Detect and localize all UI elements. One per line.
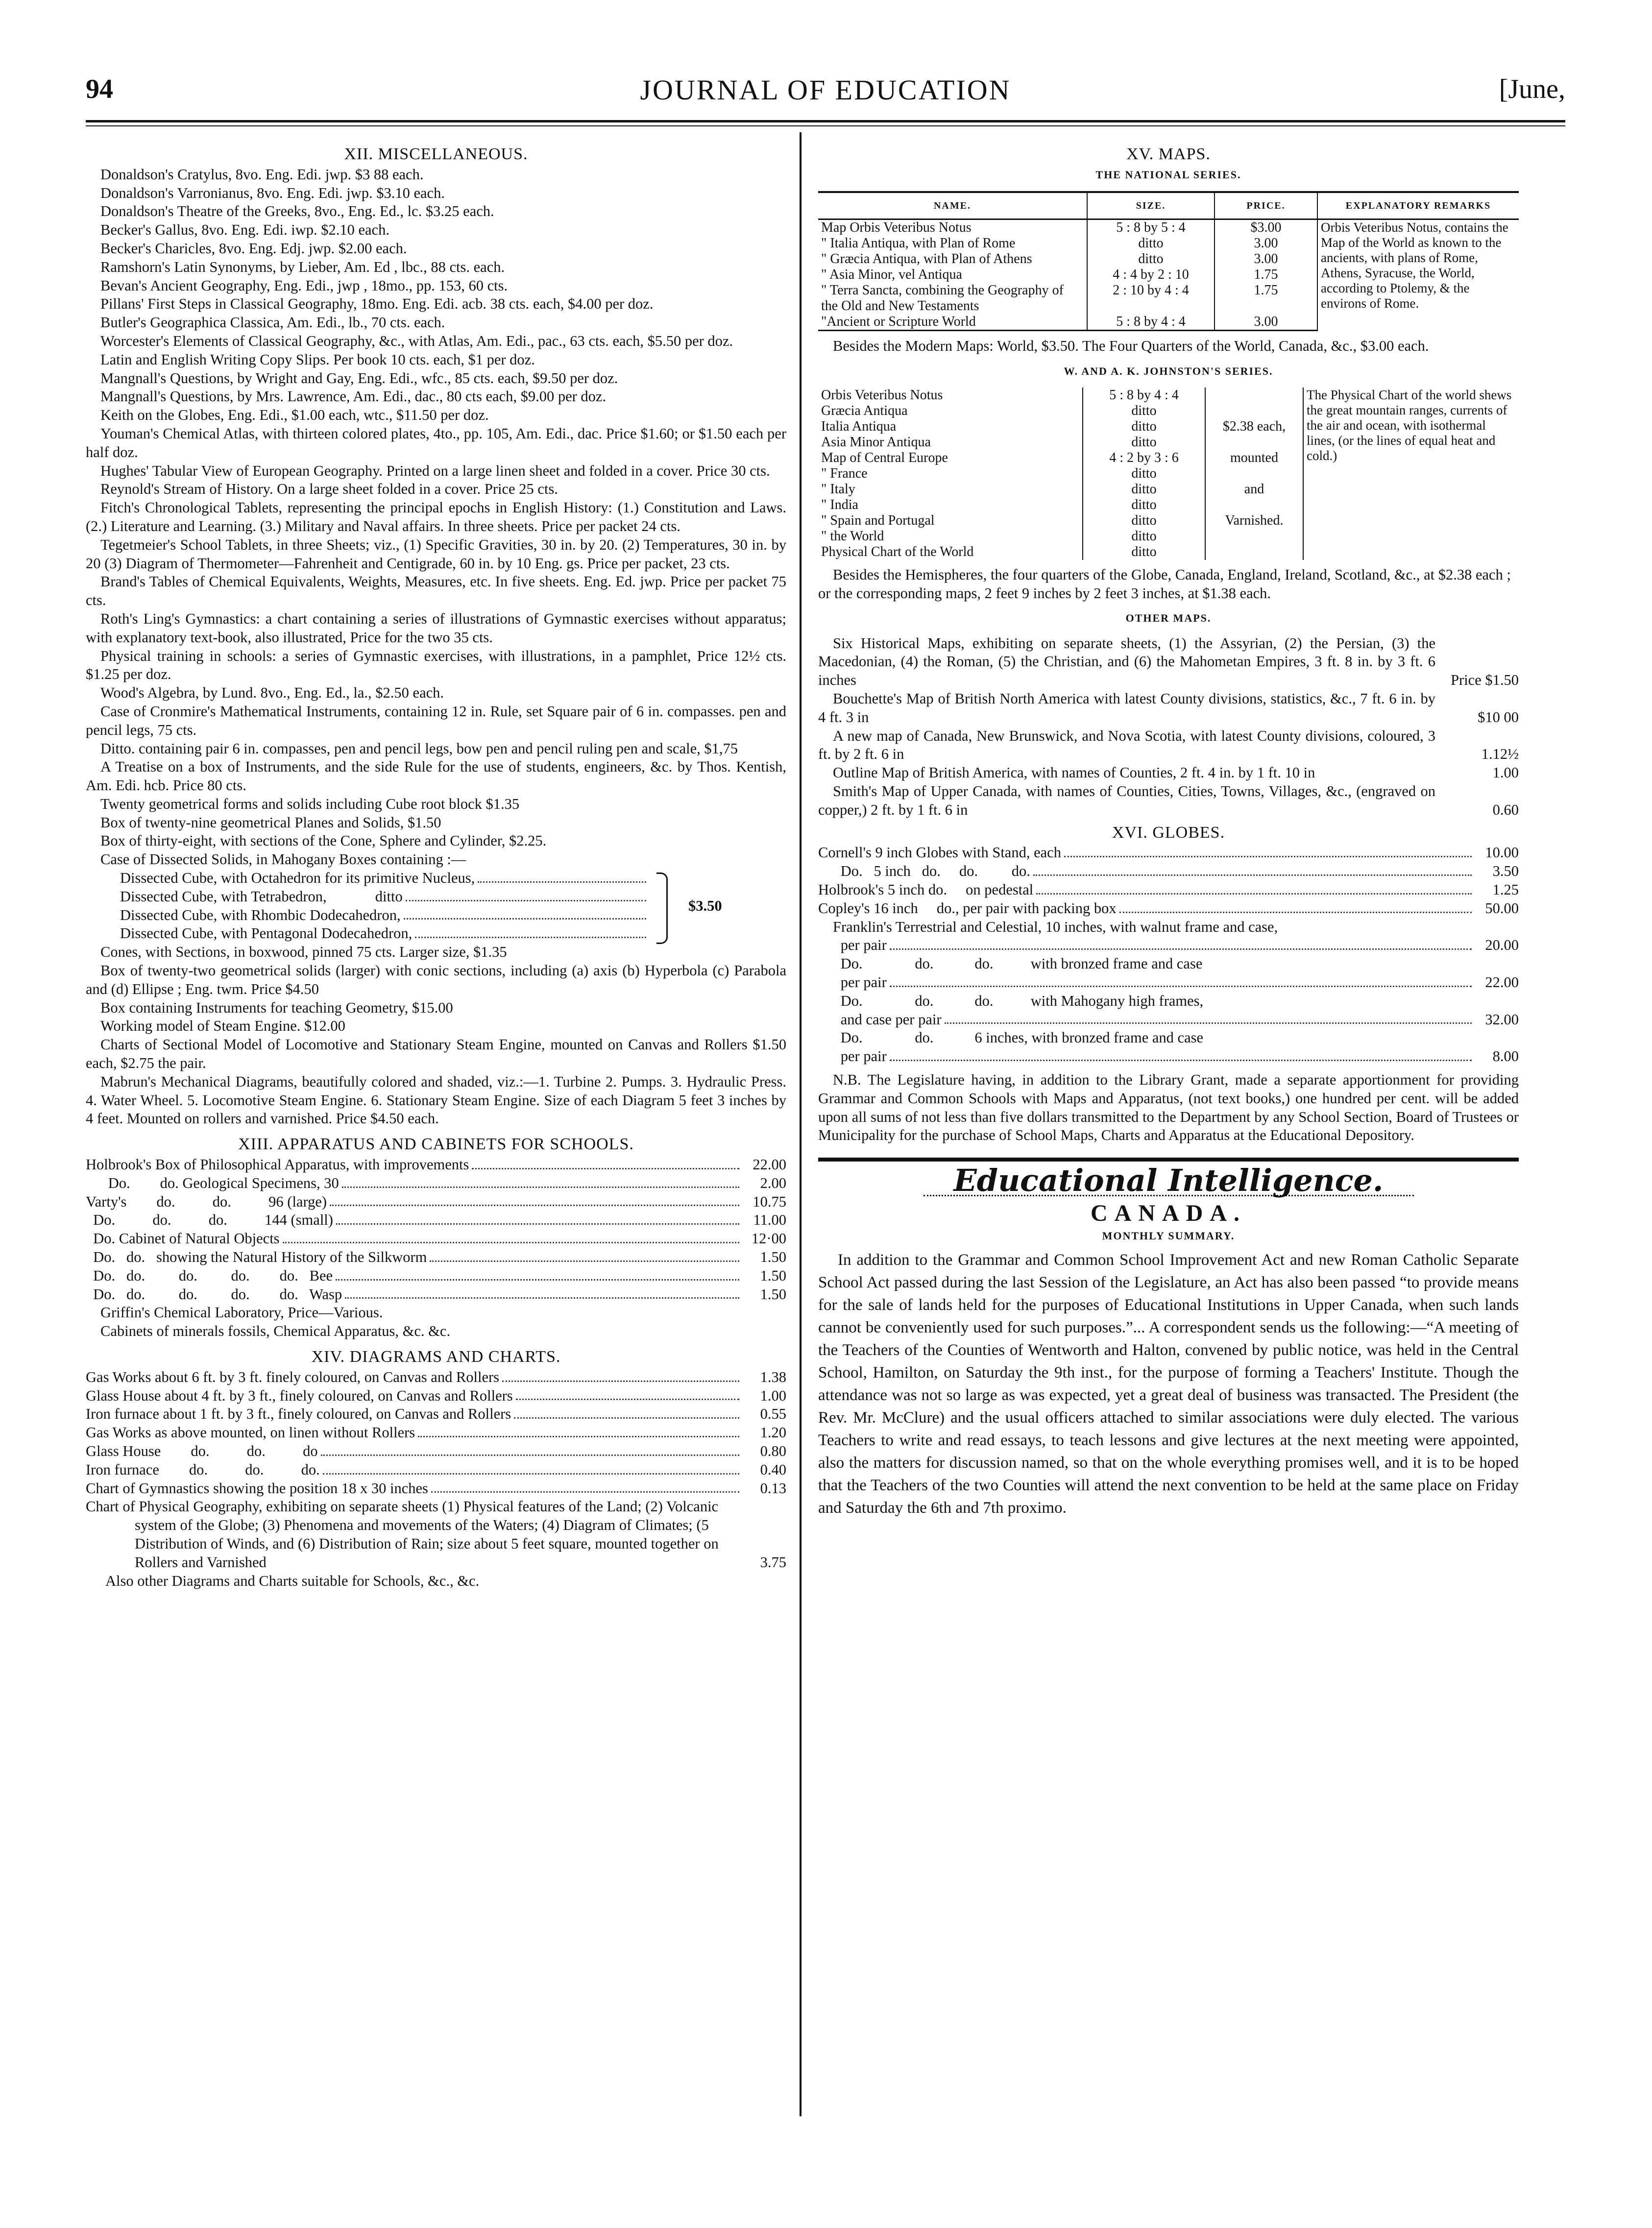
dissected-item xyxy=(120,888,649,906)
misc-entry: Becker's Charicles, 8vo. Eng. Edj. jwp. $2.00 each. xyxy=(100,240,407,257)
misc-entry: Box of twenty-nine geometrical Planes and Solids, $1.50 xyxy=(100,814,441,831)
map-size: 4 : 2 by 3 : 6 xyxy=(1083,450,1205,466)
misc-entry: Bevan's Ancient Geography, Eng. Edi., jwp , 18mo., pp. 153, 60 cts. xyxy=(100,277,508,294)
bracket-icon xyxy=(656,872,668,944)
col-name: NAME. xyxy=(818,192,1087,219)
diagram-row-text: Iron furnace do. do. do. xyxy=(86,1461,320,1478)
map-price xyxy=(1205,466,1303,482)
globes-section-title: XVI. GLOBES. xyxy=(1112,823,1225,842)
apparatus-row-text: Varty's do. do. 96 (large) xyxy=(86,1193,327,1210)
dissected-price: $3.50 xyxy=(688,897,722,915)
map-name: " Italy xyxy=(821,482,855,497)
misc-entry: Mangnall's Questions, by Mrs. Lawrence, Am. Edi., dac., 80 cts each, $9.00 per doz. xyxy=(100,388,607,405)
map-remarks: The Physical Chart of the world shews the great mountain ranges, currents of the air and ocean, with isothermal lines, (or the lines of equal heat and cold.) xyxy=(1303,387,1519,560)
diagram-row-text: Gas Works as above mounted, on linen without Rollers xyxy=(86,1424,415,1441)
franklin-row-price: 32.00 xyxy=(1485,1011,1519,1028)
map-price xyxy=(1205,435,1303,450)
leader-dots xyxy=(321,1442,739,1456)
map-price: Varnished. xyxy=(1205,513,1303,529)
misc-entry: Physical training in schools: a series of Gymnastic exercises, with illustrations, in a pamphlet, Price 12½ cts. $1.25 per doz. xyxy=(86,647,786,683)
leader-dots xyxy=(406,888,646,901)
map-size: ditto xyxy=(1083,419,1205,435)
franklin-row-text: Do. do. do. with bronzed frame and case xyxy=(818,955,1203,972)
globe-row-text: Do. 5 inch do. do. do. xyxy=(818,863,1030,880)
misc-entry: Mabrun's Mechanical Diagrams, beautifully colored and shaded, viz.:—1. Turbine 2. Pumps. 3. Hydraulic Press. 4. Water Wheel. 5. Locomotive Steam Engine. 6. Stationary Steam Engine. Size of each Diagram 5 feet 3 inches by 4 feet. Mounted on rollers and varnished. Price $4.50 each. xyxy=(86,1073,786,1127)
apparatus-row xyxy=(86,1267,786,1285)
globe-row-price: 10.00 xyxy=(1485,844,1519,861)
misc-entry: Ditto. containing pair 6 in. compasses, pen and pencil legs, bow pen and pencil ruling pen and scale, $1,75 xyxy=(100,740,738,757)
map-price: 1.75 xyxy=(1215,267,1317,283)
other-map-entry xyxy=(818,764,1519,782)
modern-maps: Besides the Modern Maps: World, $3.50. The Four Quarters of the World, Canada, &c., $3.00 each. xyxy=(833,337,1429,354)
header-rule-thin xyxy=(86,125,1565,126)
apparatus-row xyxy=(86,1174,786,1193)
other-map-text: Bouchette's Map of British North America with latest County divisions, statistics, &c., 7 ft. 6 in. by 4 ft. 3 in xyxy=(818,690,1435,726)
globe-row-text: Cornell's 9 inch Globes with Stand, each xyxy=(818,844,1061,861)
misc-entry: Donaldson's Cratylus, 8vo. Eng. Edi. jwp. $3 88 each. xyxy=(100,166,424,183)
apparatus-row-price: 12·00 xyxy=(751,1230,786,1247)
map-name: Italia Antiqua xyxy=(821,419,897,435)
map-price: mounted xyxy=(1205,450,1303,466)
other-map-text: Six Historical Maps, exhibiting on separate sheets, (1) the Assyrian, (2) the Persian, (3) the Macedonian, (4) the Roman, (5) the Christian, and (6) the Mahometan Empires, 3 ft. 8 in. by 3 ft. 6 inches xyxy=(818,634,1435,689)
apparatus-row-price: 10.75 xyxy=(753,1193,786,1210)
apparatus-row-price: 1.50 xyxy=(760,1249,786,1266)
franklin-row-price: 22.00 xyxy=(1485,973,1519,991)
diagram-row-text: Gas Works about 6 ft. by 3 ft. finely coloured, on Canvas and Rollers xyxy=(86,1368,500,1385)
globe-row-text: Holbrook's 5 inch do. on pedestal xyxy=(818,881,1034,898)
map-name: "Ancient or Scripture World xyxy=(818,314,1087,331)
misc-entry: Case of Cronmire's Mathematical Instruments, containing 12 in. Rule, set Square pair of 6 in. compasses. pen and pencil legs, 75 cts. xyxy=(86,702,786,738)
map-price: $2.38 each, xyxy=(1205,419,1303,435)
map-price xyxy=(1205,497,1303,513)
diagram-row xyxy=(86,1387,786,1405)
diagram-row-price: 1.38 xyxy=(760,1368,786,1385)
diagram-row xyxy=(86,1368,786,1387)
other-map-entry xyxy=(818,782,1519,820)
leader-dots xyxy=(1206,992,1472,1006)
diagram-row-price: 0.13 xyxy=(760,1479,786,1497)
leader-dots xyxy=(1205,955,1472,969)
globe-row-price: 1.25 xyxy=(1492,881,1519,898)
intel-body xyxy=(818,1249,1519,1519)
map-name: " Græcia Antiqua, with Plan of Athens xyxy=(821,251,1032,266)
misc-entry: A Treatise on a box of Instruments, and the side Rule for the use of students, engineers, &c. by Thos. Kentish, Am. Edi. hcb. Price 80 cts. xyxy=(86,758,786,794)
franklin-row xyxy=(818,955,1519,973)
left-column xyxy=(86,142,786,1590)
johnston-table xyxy=(818,387,1519,560)
apparatus-row-price: 2.00 xyxy=(760,1174,786,1191)
other-map-price: 1.12½ xyxy=(1481,746,1519,763)
maps-section-title: XV. MAPS. xyxy=(1126,145,1211,163)
diagram-row-text: Glass House about 4 ft. by 3 ft., finely coloured, on Canvas and Rollers xyxy=(86,1387,513,1404)
map-name: Græcia Antiqua xyxy=(821,403,908,419)
diagram-row-price: 0.55 xyxy=(760,1405,786,1423)
franklin-row-text: per pair xyxy=(818,1048,887,1065)
map-name: Asia Minor Antiqua xyxy=(821,435,931,450)
column-divider xyxy=(800,132,802,2116)
map-name: " India xyxy=(821,497,858,513)
dissected-item xyxy=(120,906,649,925)
leader-dots xyxy=(1064,844,1472,857)
misc-entry: Ramshorn's Latin Synonyms, by Lieber, Am. Ed , lbc., 88 cts. each. xyxy=(100,258,505,275)
diagram-row xyxy=(86,1442,786,1461)
leader-dots xyxy=(345,1285,739,1299)
apparatus-section-title: XIII. APPARATUS AND CABINETS FOR SCHOOLS. xyxy=(238,1135,634,1154)
leader-dots xyxy=(404,906,646,920)
col-size: SIZE. xyxy=(1087,192,1215,219)
national-maps-table xyxy=(818,191,1519,331)
leader-dots xyxy=(415,924,646,938)
diagrams-list xyxy=(86,1368,786,1498)
apparatus-note: Griffin's Chemical Laboratory, Price—Various. xyxy=(100,1304,383,1321)
leader-dots xyxy=(1036,881,1472,895)
apparatus-row-price: 11.00 xyxy=(753,1211,786,1229)
dissected-head: Case of Dissected Solids, in Mahogany Boxes containing :— xyxy=(100,851,466,868)
hemispheres: Besides the Hemispheres, the four quarters of the Globe, Canada, England, Ireland, Scotland, &c., at $2.38 each ; or the corresponding maps, 2 feet 9 inches by 2 feet 3 inches, at $1.38 each. xyxy=(818,566,1511,602)
apparatus-row-text: Do. do. Geological Specimens, 30 xyxy=(86,1174,339,1191)
journal-title: JOURNAL OF EDUCATION xyxy=(640,74,1011,106)
globe-row xyxy=(818,899,1519,918)
misc-entry: Wood's Algebra, by Lund. 8vo., Eng. Ed., la., $2.50 each. xyxy=(100,684,444,702)
map-size: 2 : 10 by 4 : 4 xyxy=(1087,283,1215,314)
franklin-row-text: Do. do. do. with Mahogany high frames, xyxy=(818,992,1204,1009)
globe-row-text: Copley's 16 inch do., per pair with packing box xyxy=(818,899,1117,917)
misc-entry: Worcester's Elements of Classical Geography, &c., with Atlas, Am. Edi., pac., 63 cts. each, $5.50 per doz. xyxy=(100,332,733,349)
diagram-row xyxy=(86,1479,786,1498)
dissected-solids xyxy=(86,850,786,943)
leader-dots xyxy=(514,1405,739,1419)
page-number: 94 xyxy=(86,74,113,104)
apparatus-row xyxy=(86,1193,786,1211)
misc-entry: Fitch's Chronological Tablets, representing the principal epochs in English History: (1.) Constitution and Laws. (2.) Literature and Learning. (3.) Military and Naval affairs. In three sheets. Price per packet 24 cts. xyxy=(86,499,786,534)
franklin-row-text: Do. do. 6 inches, with bronzed frame and case xyxy=(818,1029,1204,1046)
national-series-title: THE NATIONAL SERIES. xyxy=(1095,168,1241,181)
apparatus-tail xyxy=(86,1304,786,1341)
leader-dots xyxy=(945,1011,1472,1024)
misc-entry: Reynold's Stream of History. On a large sheet folded in a cover. Price 25 cts. xyxy=(100,481,558,498)
franklin-row xyxy=(818,992,1519,1011)
apparatus-note: Cabinets of minerals fossils, Chemical Apparatus, &c. &c. xyxy=(100,1323,451,1340)
franklin-row-price: 8.00 xyxy=(1492,1048,1519,1065)
map-price: 3.00 xyxy=(1215,236,1317,251)
map-price: 3.00 xyxy=(1215,314,1317,331)
globe-row-price: 3.50 xyxy=(1492,863,1519,880)
misc-entry: Twenty geometrical forms and solids including Cube root block $1.35 xyxy=(100,795,520,812)
franklin-row-price xyxy=(1475,992,1519,1011)
misc-entry: Working model of Steam Engine. $12.00 xyxy=(100,1017,345,1035)
diagrams-section-title: XIV. DIAGRAMS AND CHARTS. xyxy=(311,1348,561,1366)
other-map-price: 1.00 xyxy=(1492,764,1519,781)
leader-dots xyxy=(502,1368,739,1382)
diagram-row-price: 1.20 xyxy=(760,1424,786,1441)
leader-dots xyxy=(1033,862,1472,876)
right-column xyxy=(818,142,1519,1519)
misc-entry: Hughes' Tabular View of European Geography. Printed on a large linen sheet and folded in a cover. Price 30 cts. xyxy=(100,462,770,479)
dissected-item-text: Dissected Cube, with Pentagonal Dodecahedron, xyxy=(120,925,413,942)
other-map-price: $10 00 xyxy=(1478,708,1519,726)
map-remarks: Orbis Veteribus Notus, contains the Map of the World as known to the ancients, with plans of Rome, Athens, Syracuse, the World, according to Ptolemy, & the environs of Rome. xyxy=(1317,219,1519,330)
header-rule xyxy=(86,120,1565,122)
map-size: ditto xyxy=(1083,482,1205,497)
franklin-row xyxy=(818,1011,1519,1029)
monthly-summary: MONTHLY SUMMARY. xyxy=(1102,1229,1235,1242)
map-size: 5 : 8 by 4 : 4 xyxy=(1087,314,1215,331)
leader-dots xyxy=(1119,899,1472,913)
issue-month: [June, xyxy=(1499,74,1565,104)
misc-entry: Pillans' First Steps in Classical Geography, 18mo. Eng. Edi. acb. 38 cts. each, $4.00 per doz. xyxy=(100,295,654,313)
leader-dots xyxy=(330,1193,739,1207)
map-size: ditto xyxy=(1083,529,1205,544)
other-map-entry xyxy=(818,634,1519,690)
map-name: Map Orbis Veteribus Notus xyxy=(821,219,972,235)
map-size: ditto xyxy=(1083,513,1205,529)
franklin-row xyxy=(818,1047,1519,1066)
map-size: ditto xyxy=(1083,466,1205,482)
apparatus-row xyxy=(86,1211,786,1230)
misc-list xyxy=(86,166,786,850)
map-size: ditto xyxy=(1087,236,1215,251)
franklin-row-price xyxy=(1475,955,1519,973)
other-map-entry xyxy=(818,727,1519,764)
apparatus-row-price: 1.50 xyxy=(760,1285,786,1303)
dissected-items xyxy=(86,869,649,943)
map-name: " France xyxy=(821,466,868,482)
leader-dots xyxy=(890,973,1472,987)
diagram-row xyxy=(86,1405,786,1424)
misc-section-title: XII. MISCELLANEOUS. xyxy=(344,145,528,163)
physical-geography-text: Chart of Physical Geography, exhibiting on separate sheets (1) Physical features of the Land; (2) Volcanic system of the Globe; (3) Phenomena and movements of the Waters; (4) Diagram of Climates; (5 Distribution of Winds, and (6) Distribution of Rain; size about 5 feet square, mounted together on Rollers and Varnished xyxy=(86,1498,719,1571)
map-name: Orbis Veteribus Notus xyxy=(821,387,943,403)
map-size: 4 : 4 by 2 : 10 xyxy=(1087,267,1215,283)
misc-entry: Mangnall's Questions, by Wright and Gay, Eng. Edi., wfc., 85 cts. each, $9.50 per doz. xyxy=(100,369,618,387)
misc-entry: Cones, with Sections, in boxwood, pinned 75 cts. Larger size, $1.35 xyxy=(100,944,507,961)
apparatus-row xyxy=(86,1230,786,1248)
franklin-row xyxy=(818,973,1519,992)
map-name: " Spain and Portugal xyxy=(821,513,935,529)
educational-intelligence-title: Educational Intelligence. xyxy=(953,1162,1384,1199)
franklin-row-text: per pair xyxy=(818,937,887,954)
apparatus-row-price: 1.50 xyxy=(760,1267,786,1284)
map-size: ditto xyxy=(1083,403,1205,419)
misc-entry: Brand's Tables of Chemical Equivalents, Weights, Measures, etc. In five sheets. Eng. Ed. jwp. Price per packet 75 cts. xyxy=(86,573,786,609)
diagrams-tail: Also other Diagrams and Charts suitable for Schools, &c., &c. xyxy=(105,1572,480,1589)
franklin-row-text: and case per pair xyxy=(818,1011,942,1028)
diagram-row-text: Iron furnace about 1 ft. by 3 ft., finely coloured, on Canvas and Rollers xyxy=(86,1405,511,1423)
franklin-row xyxy=(818,936,1519,955)
diagram-row xyxy=(86,1461,786,1479)
diagram-row-price: 0.40 xyxy=(760,1461,786,1478)
map-price xyxy=(1205,529,1303,544)
map-name: Map of Central Europe xyxy=(821,450,948,466)
leader-dots xyxy=(1206,1029,1472,1042)
misc-entry: Butler's Geographica Classica, Am. Edi., lb., 70 cts. each. xyxy=(100,314,445,331)
map-row xyxy=(818,219,1519,236)
leader-dots xyxy=(283,1230,739,1243)
apparatus-row xyxy=(86,1248,786,1267)
diagram-row-price: 0.80 xyxy=(760,1442,786,1459)
dissected-item-text: Dissected Cube, with Tetrabedron, ditto xyxy=(120,888,403,905)
misc-entry: Tegetmeier's School Tablets, in three Sheets; viz., (1) Specific Gravities, 30 in. by 20. (2) Temperatures, 30 in. by 20 (3) Diagram of Thermometer—Fahrenheit and Centigrade, 60 in. by 10 Eng. gs. Price per packet, 23 cts. xyxy=(86,536,786,572)
leader-dots xyxy=(478,869,646,883)
franklin-list xyxy=(818,936,1519,1066)
nb-note: N.B. The Legislature having, in addition to the Library Grant, made a separate apportionment for providing Grammar and Common Schools with Maps and Apparatus, (not text books,) one hundred per cent. will be added upon all sums of not less than five dollars transmitted to the Department by any School Section, Board of Trustees or Municipality for the purchase of School Maps, Charts and Apparatus at the Educational Depository. xyxy=(818,1071,1519,1144)
misc-entry: Donaldson's Varronianus, 8vo. Eng. Edi. jwp. $3.10 each. xyxy=(100,184,445,201)
leader-dots xyxy=(516,1387,739,1401)
apparatus-row-text: Do. do. do. 144 (small) xyxy=(86,1211,333,1229)
franklin-row xyxy=(818,1029,1519,1047)
apparatus-row-price: 22.00 xyxy=(753,1156,786,1173)
apparatus-row-text: Do. do. do. do. do. Wasp xyxy=(86,1285,342,1303)
misc-entry: Becker's Gallus, 8vo. Eng. Edi. iwp. $2.10 each. xyxy=(100,221,389,239)
leader-dots xyxy=(890,1047,1472,1061)
leader-dots xyxy=(336,1267,739,1281)
apparatus-list xyxy=(86,1156,786,1304)
dissected-item xyxy=(120,924,649,943)
misc-entry: Latin and English Writing Copy Slips. Per book 10 cts. each, $1 per doz. xyxy=(100,351,535,368)
map-price: and xyxy=(1205,482,1303,497)
misc-entry: Youman's Chemical Atlas, with thirteen colored plates, 4to., pp. 105, Am. Edi., dac. Price $1.60; or $1.50 each per half doz. xyxy=(86,425,786,460)
col-price: PRICE. xyxy=(1215,192,1317,219)
map-size: 5 : 8 by 4 : 4 xyxy=(1083,387,1205,403)
leader-dots xyxy=(431,1479,739,1493)
map-price xyxy=(1205,387,1303,403)
misc-entry: Box containing Instruments for teaching Geometry, $15.00 xyxy=(100,999,453,1016)
other-map-price: Price $1.50 xyxy=(1451,672,1519,689)
map-price xyxy=(1205,544,1303,560)
other-map-text: A new map of Canada, New Brunswick, and Nova Scotia, with latest County divisions, coloured, 3 ft. by 2 ft. 6 in xyxy=(818,727,1435,763)
globe-row xyxy=(818,881,1519,899)
apparatus-row xyxy=(86,1156,786,1174)
misc-list-2 xyxy=(86,943,786,1128)
leader-dots xyxy=(418,1424,739,1437)
misc-entry: Charts of Sectional Model of Locomotive and Stationary Steam Engine, mounted on Canvas and Rollers $1.50 each, $2.75 the pair. xyxy=(86,1036,786,1072)
leader-dots xyxy=(472,1156,739,1169)
leader-dots xyxy=(430,1248,739,1262)
misc-entry: Donaldson's Theatre of the Greeks, 8vo., Eng. Ed., lc. $3.25 each. xyxy=(100,203,494,220)
misc-entry: Box of twenty-two geometrical solids (larger) with conic sections, including (a) axis (b) Hyperbola (c) Parabola and (d) Ellipse ; Eng. twm. Price $4.50 xyxy=(86,962,786,997)
leader-dots xyxy=(323,1461,739,1475)
col-remarks: EXPLANATORY REMARKS xyxy=(1317,192,1519,219)
map-size: 5 : 8 by 5 : 4 xyxy=(1087,219,1215,236)
franklin-row-text: per pair xyxy=(818,973,887,991)
map-name: " Italia Antiqua, with Plan of Rome xyxy=(821,235,1016,251)
other-map-price: 0.60 xyxy=(1492,801,1519,818)
misc-entry: Box of thirty-eight, with sections of the Cone, Sphere and Cylinder, $2.25. xyxy=(100,832,547,849)
leader-dots xyxy=(890,936,1472,950)
leader-dots xyxy=(342,1174,739,1188)
franklin-row-price xyxy=(1475,1029,1519,1047)
map-name: " Terra Sancta, combining the Geography of the Old and New Testaments xyxy=(821,282,1064,314)
map-row xyxy=(818,387,1519,403)
physical-geography-price: 3.75 xyxy=(760,1553,786,1571)
globe-row xyxy=(818,844,1519,862)
physical-geography-chart xyxy=(86,1498,786,1572)
intel-paragraph: In addition to the Grammar and Common School Improvement Act and new Roman Catholic Separate School Act passed during the last Session of the Legislature, an Act has also been passed “to provide means for the sale of lands held for the purposes of Educational Institutions in Upper Canada, when such lands cannot be conveniently used for such purposes.”... A correspondent sends us the following:—“A meeting of the Teachers of the Counties of Wentworth and Halton, convened by public notice, was held in the Central School, Hamilton, on Saturday the 9th inst., for the purpose of forming a Teachers' Institute. Though the attendance was not so large as was expected, yet a great deal of business was transacted. The President (the Rev. Mr. McClure) and the usual officers attached to similar associations were duly elected. The various Teachers to write and read essays, to teach lessons and give lectures at the next meeting were appointed, also the matters for discussion named, so that on the whole everything promises well, and it is to be hoped that the Teachers of the two Counties will attend the next convention to be held at the same place on Friday and Saturday the 6th and 7th proximo. xyxy=(818,1251,1519,1517)
map-size: ditto xyxy=(1083,497,1205,513)
diagram-row-text: Glass House do. do. do xyxy=(86,1442,318,1459)
apparatus-row-text: Holbrook's Box of Philosophical Apparatus, with improvements xyxy=(86,1156,469,1173)
map-name: Physical Chart of the World xyxy=(821,544,974,560)
johnston-title: W. AND A. K. JOHNSTON'S SERIES. xyxy=(1064,365,1273,378)
leader-dots xyxy=(336,1211,739,1225)
other-map-entry xyxy=(818,690,1519,727)
diagram-row xyxy=(86,1424,786,1442)
map-size: ditto xyxy=(1087,251,1215,267)
franklin-globes: Franklin's Terrestrial and Celestial, 10 inches, with walnut frame and case, xyxy=(833,918,1278,935)
diagram-row-price: 1.00 xyxy=(760,1387,786,1404)
map-name: " the World xyxy=(821,529,884,544)
apparatus-row-text: Do. Cabinet of Natural Objects xyxy=(86,1230,280,1247)
globe-row-price: 50.00 xyxy=(1485,899,1519,917)
intel-top-rule xyxy=(818,1158,1519,1162)
misc-entry: Keith on the Globes, Eng. Edi., $1.00 each, wtc., $11.50 per doz. xyxy=(100,407,489,424)
diagram-row-text: Chart of Gymnastics showing the position 18 x 30 inches xyxy=(86,1479,428,1497)
map-size: ditto xyxy=(1083,544,1205,560)
map-size: ditto xyxy=(1083,435,1205,450)
other-map-text: Outline Map of British America, with names of Counties, 2 ft. 4 in. by 1 ft. 10 in xyxy=(833,764,1315,781)
misc-entry: Roth's Ling's Gymnastics: a chart containing a series of illustrations of Gymnastic exercises without apparatus; with explanatory text-book, also illustrated, Price for the two 35 cts. xyxy=(86,610,786,646)
apparatus-row-text: Do. do. showing the Natural History of the Silkworm xyxy=(86,1249,427,1266)
map-price: 3.00 xyxy=(1215,251,1317,267)
canada-heading: CANADA. xyxy=(1091,1200,1246,1226)
map-price: $3.00 xyxy=(1215,219,1317,236)
dissected-item-text: Dissected Cube, with Octahedron for its primitive Nucleus, xyxy=(120,870,475,887)
globes-list xyxy=(818,844,1519,918)
other-maps-title: OTHER MAPS. xyxy=(1125,611,1212,624)
apparatus-row-text: Do. do. do. do. do. Bee xyxy=(86,1267,333,1284)
map-price xyxy=(1205,403,1303,419)
globe-row xyxy=(818,862,1519,881)
map-price: 1.75 xyxy=(1215,283,1317,314)
other-map-text: Smith's Map of Upper Canada, with names of Counties, Cities, Towns, Villages, &c., (engraved on copper,) 2 ft. by 1 ft. 6 in xyxy=(818,782,1435,818)
page-header xyxy=(86,73,1565,118)
dissected-item-text: Dissected Cube, with Rhombic Dodecahedron, xyxy=(120,906,401,923)
map-name: " Asia Minor, vel Antiqua xyxy=(821,266,962,282)
other-maps-list xyxy=(818,634,1519,820)
apparatus-row xyxy=(86,1285,786,1304)
dissected-item xyxy=(120,869,649,888)
franklin-row-price: 20.00 xyxy=(1485,937,1519,954)
